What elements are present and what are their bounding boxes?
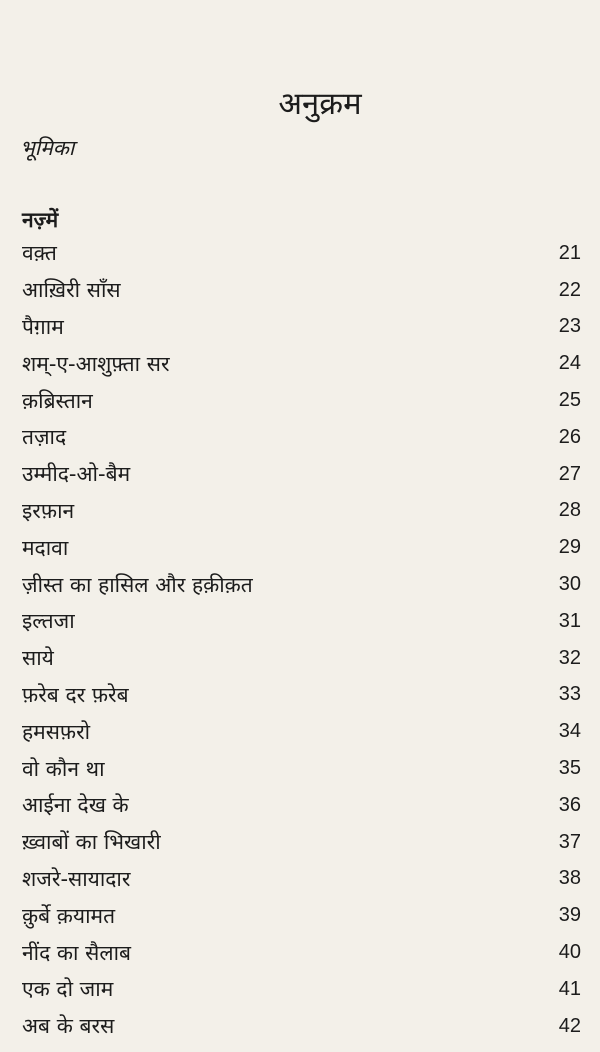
- toc-entry: [22, 713, 581, 750]
- toc-entry-title: एक दो जाम: [22, 977, 114, 1002]
- toc-entry-title: उम्मीद-ओ-बैम: [22, 462, 131, 487]
- toc-entry: [22, 897, 581, 934]
- toc-entry-title: अब के बरस: [22, 1014, 115, 1039]
- toc-entry-title: आईना देख के: [22, 793, 129, 818]
- toc-entry: [22, 566, 581, 603]
- toc-entry: [22, 677, 581, 714]
- toc-entry: [22, 382, 581, 419]
- toc-entry-page: 28: [558, 499, 581, 522]
- toc-entry: [22, 272, 581, 309]
- section-heading: नज़्में: [22, 208, 59, 232]
- toc-entry-title: ख़्वाबों का भिखारी: [22, 830, 161, 855]
- toc-entry-page: 40: [558, 941, 581, 964]
- toc-entry-page: 39: [558, 904, 581, 927]
- toc-entry: [22, 934, 581, 971]
- toc-entry-page: 42: [558, 1014, 581, 1037]
- toc-list: [22, 235, 581, 1045]
- toc-entry-page: 31: [558, 609, 581, 632]
- toc-entry-page: 35: [558, 757, 581, 780]
- toc-entry-title: साये: [22, 646, 54, 671]
- preface-entry: भूमिका: [20, 136, 75, 160]
- toc-entry-title: मदावा: [22, 535, 69, 560]
- toc-entry-page: 21: [558, 241, 581, 264]
- toc-entry-title: तज़ाद: [22, 425, 67, 450]
- toc-entry: [22, 235, 581, 272]
- toc-entry-page: 37: [558, 830, 581, 853]
- toc-entry-title: इल्तजा: [22, 609, 75, 634]
- toc-entry-title: शम्-ए-आशुफ़्ता सर: [22, 351, 170, 376]
- toc-entry-title: इरफ़ान: [22, 498, 75, 523]
- toc-entry-title: ज़ीस्त का हासिल और हक़ीक़त: [22, 572, 253, 597]
- toc-entry: [22, 640, 581, 677]
- toc-entry: [22, 309, 581, 346]
- toc-entry: [22, 345, 581, 382]
- toc-entry-title: वो कौन था: [22, 756, 105, 781]
- toc-entry: [22, 603, 581, 640]
- toc-entry-page: 29: [558, 536, 581, 559]
- toc-entry-title: पैग़ाम: [22, 314, 64, 339]
- toc-entry: [22, 529, 581, 566]
- toc-entry-page: 27: [558, 462, 581, 485]
- toc-entry-page: 36: [558, 793, 581, 816]
- toc-entry: [22, 750, 581, 787]
- toc-entry-page: 23: [558, 315, 581, 338]
- toc-entry-page: 32: [558, 646, 581, 669]
- toc-entry-page: 26: [558, 425, 581, 448]
- toc-entry-page: 33: [558, 683, 581, 706]
- toc-entry-title: आख़िरी साँस: [22, 278, 121, 303]
- toc-entry-page: 34: [558, 720, 581, 743]
- toc-entry: [22, 787, 581, 824]
- toc-entry-page: 38: [558, 867, 581, 890]
- toc-entry: [22, 861, 581, 898]
- toc-entry-title: नींद का सैलाब: [22, 940, 132, 965]
- toc-entry-title: क़ुर्बे क़यामत: [22, 903, 116, 928]
- toc-entry: [22, 1008, 581, 1045]
- toc-entry: [22, 971, 581, 1008]
- toc-entry: [22, 493, 581, 530]
- toc-entry-page: 25: [558, 389, 581, 412]
- toc-entry: [22, 456, 581, 493]
- toc-entry-page: 24: [558, 352, 581, 375]
- toc-entry-title: शजरे-सायादार: [22, 866, 131, 891]
- toc-entry-title: फ़रेब दर फ़रेब: [22, 682, 129, 707]
- toc-entry-page: 22: [558, 278, 581, 301]
- toc-entry-title: वक़्त: [22, 241, 57, 266]
- toc-entry: [22, 824, 581, 861]
- toc-entry-page: 30: [558, 573, 581, 596]
- toc-entry-page: 41: [558, 977, 581, 1000]
- page-title: अनुक्रम: [278, 86, 362, 122]
- toc-entry-title: क़ब्रिस्तान: [22, 388, 93, 413]
- toc-entry: [22, 419, 581, 456]
- toc-entry-title: हमसफ़रो: [22, 719, 91, 744]
